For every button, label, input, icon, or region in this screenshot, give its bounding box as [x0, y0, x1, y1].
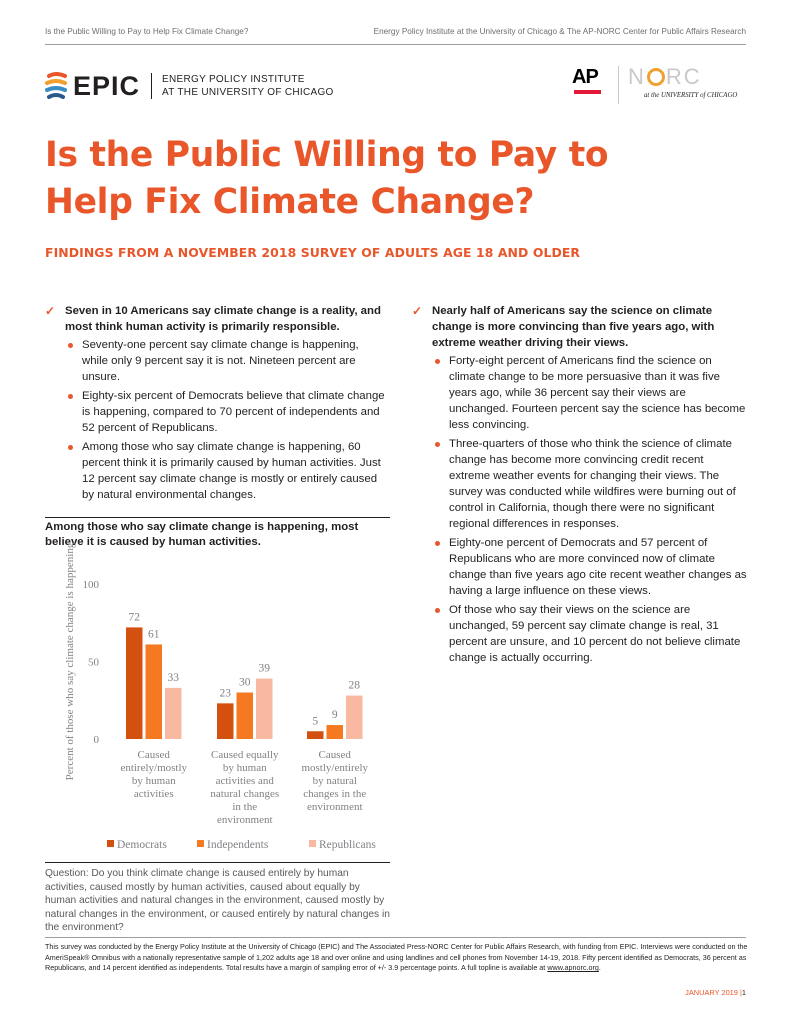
- bullet-icon: [68, 343, 73, 348]
- category-label: environment: [306, 801, 363, 813]
- list-item: [65, 337, 385, 385]
- page-subtitle: FINDINGS FROM A NOVEMBER 2018 SURVEY OF ADULTS AGE 18 AND OLDER: [45, 245, 581, 260]
- figure-top-rule: [45, 517, 390, 518]
- list-item: [432, 436, 747, 532]
- category-label: activities and: [215, 775, 274, 787]
- page-title: [45, 132, 745, 226]
- topline-link[interactable]: www.apnorc.org: [547, 963, 599, 972]
- epic-institute-name: [162, 73, 334, 99]
- figure-caption: Among those who say climate change is happening, most believe it is caused by human activities.: [45, 521, 359, 548]
- left-column: [45, 303, 385, 506]
- legend-swatch-independents: [197, 840, 204, 847]
- data-label: 28: [348, 679, 360, 692]
- bar-republicans: [346, 696, 363, 739]
- category-label: Caused equally: [210, 749, 279, 761]
- bullet-icon: [68, 394, 73, 399]
- data-label: 33: [167, 671, 179, 684]
- legend-label: Republicans: [319, 839, 376, 851]
- norc-wordmark: [628, 64, 737, 90]
- data-label: 23: [219, 687, 231, 700]
- right-column: [412, 303, 747, 669]
- bar-democrats: [126, 627, 143, 739]
- bullet-text: Of those who say their views on the science are unchanged, 59 percent say climate change is real, 31 percent are unsure, and 10 percent do not believe climate change is actually occurring.: [449, 604, 741, 664]
- norc-rc: RC: [665, 64, 702, 89]
- bullet-icon: [435, 442, 440, 447]
- norc-n: N: [628, 64, 646, 89]
- bar-republicans: [256, 679, 273, 739]
- list-item: [432, 353, 747, 433]
- running-header-left: Is the Public Willing to Pay to Help Fix Climate Change?: [45, 27, 249, 36]
- survey-question: Question: Do you think climate change is caused entirely by human activities, caused mostly by human activities, caused about equally by human activities and natural changes in the environment, caused mostly by natural changes in the environment, or caused entirely by natural changes in the environment?: [45, 868, 390, 933]
- title-line-2: Help Fix Climate Change?: [45, 182, 535, 222]
- category-label: in the: [232, 801, 258, 813]
- y-axis-label: Percent of those who say climate change is happening: [64, 542, 76, 781]
- footnote-end: .: [598, 963, 601, 972]
- bullet-icon: [68, 445, 73, 450]
- category-label: by human: [131, 775, 176, 787]
- bullet-text: Among those who say climate change is happening, 60 percent think it is primarily caused by human activities. Just 12 percent say climate change is mostly or entirely caused by natural environmental changes.: [82, 441, 381, 501]
- list-item: [65, 439, 385, 503]
- bar-chart: [45, 542, 390, 860]
- category-label: by human: [222, 762, 267, 774]
- category-label: by natural: [312, 775, 357, 787]
- category-label: environment: [216, 814, 273, 826]
- bullet-text: Seventy-one percent say climate change is happening, while only 9 percent say it is not. Nineteen percent are unsure.: [82, 339, 359, 383]
- category-label: Caused: [318, 749, 351, 761]
- category-label: entirely/mostly: [120, 762, 188, 774]
- epic-mark-icon: [45, 72, 67, 100]
- bar-republicans: [165, 688, 182, 739]
- category-label: natural changes: [210, 788, 280, 800]
- legend-swatch-democrats: [107, 840, 114, 847]
- left-bullet-list: [65, 337, 385, 503]
- category-label: mostly/entirely: [301, 762, 369, 774]
- bar-democrats: [307, 731, 324, 739]
- page-footer: [685, 988, 746, 997]
- bullet-text: Eighty-one percent of Democrats and 57 percent of Republicans who are more convinced now of climate change than five years ago cite recent weather changes as having a large influence on these views.: [449, 537, 747, 597]
- logo-divider: [618, 66, 619, 104]
- checkmark-icon: ✓: [45, 304, 56, 318]
- ap-logo: [572, 66, 604, 96]
- epic-institute-line1: ENERGY POLICY INSTITUTE: [162, 74, 305, 85]
- data-label: 5: [312, 715, 319, 728]
- left-lead-text: Seven in 10 Americans say climate change is a reality, and most think human activity is primarily responsible.: [65, 305, 381, 333]
- list-item: [432, 602, 747, 666]
- data-label: 39: [258, 662, 270, 675]
- y-tick-label: 50: [88, 656, 99, 669]
- norc-logo: [628, 64, 737, 99]
- y-tick-label: 100: [82, 579, 99, 591]
- norc-o-icon: [647, 68, 665, 86]
- ap-red-bar: [574, 90, 601, 94]
- epic-logo-divider: [151, 73, 152, 99]
- footnote-text: This survey was conducted by the Energy Policy Institute at the University of Chicago (EPIC) and The Associated Press-NORC Center for Public Affairs Research, with funding from EPIC. Interviews were conducted on the AmeriSpeak® Omnibus with a nationally representative sample of 1,202 adults age 18 and over online and using landlines and cell phones from November 14-19, 2018. Fifty percent identified as Democrats, 36 percent as Republicans, and 14 percent identified as independents. Total results have a margin of sampling error of +/- 3.9 percentage points. A full topline is available at: [45, 942, 748, 972]
- legend-label: Democrats: [117, 839, 167, 851]
- footnote-rule: [45, 937, 746, 938]
- right-bullet-list: [432, 353, 747, 666]
- category-label: changes in the: [303, 788, 367, 800]
- running-header-right: Energy Policy Institute at the University of Chicago & The AP-NORC Center for Public Affairs Research: [373, 27, 746, 36]
- data-label: 72: [128, 611, 140, 624]
- running-header: [45, 27, 746, 41]
- title-line-1: Is the Public Willing to Pay to: [45, 135, 609, 175]
- right-lead-finding: [412, 303, 747, 351]
- bullet-icon: [435, 359, 440, 364]
- right-lead-text: Nearly half of Americans say the science on climate change is more convincing than five years ago, with extreme weather driving their views.: [432, 305, 715, 349]
- methodology-footnote: [45, 942, 750, 974]
- page-number: 1: [741, 988, 746, 997]
- bar-independents: [327, 725, 344, 739]
- epic-wordmark: EPIC: [73, 70, 141, 101]
- page-date: JANUARY 2019 |: [685, 988, 742, 997]
- bullet-text: Forty-eight percent of Americans find the science on climate change to be more persuasive than it was five years ago, while 36 percent say their views are unchanged. Fourteen percent say the science has become less convincing.: [449, 355, 746, 431]
- checkmark-icon: ✓: [412, 304, 423, 318]
- norc-subtitle: at the UNIVERSITY of CHICAGO: [644, 92, 738, 99]
- epic-logo: [45, 70, 334, 102]
- epic-institute-line2: AT THE UNIVERSITY OF CHICAGO: [162, 87, 334, 98]
- legend-label: Independents: [207, 839, 269, 851]
- bar-independents: [146, 644, 163, 739]
- bullet-icon: [435, 541, 440, 546]
- list-item: [65, 388, 385, 436]
- y-tick-label: 0: [93, 734, 99, 746]
- bar-independents: [237, 693, 254, 740]
- category-label: Caused: [137, 749, 170, 761]
- data-label: 61: [148, 628, 160, 641]
- header-rule: [45, 44, 746, 45]
- left-lead-finding: [45, 303, 385, 335]
- bullet-text: Eighty-six percent of Democrats believe that climate change is happening, compared to 70 percent of independents and 52 percent of Republicans.: [82, 390, 385, 434]
- question-top-rule: [45, 862, 390, 863]
- legend-swatch-republicans: [309, 840, 316, 847]
- ap-wordmark: AP: [572, 66, 598, 88]
- category-label: activities: [133, 788, 174, 800]
- list-item: [432, 535, 747, 599]
- bullet-icon: [435, 608, 440, 613]
- bullet-text: Three-quarters of those who think the science of climate change has become more convincing credit recent extreme weather events for changing their views. The survey was conducted while wildfires were burning out of control in California, though there were no significant regional differences in responses.: [449, 438, 736, 530]
- data-label: 30: [239, 676, 251, 689]
- bar-democrats: [217, 703, 234, 739]
- data-label: 9: [331, 709, 338, 722]
